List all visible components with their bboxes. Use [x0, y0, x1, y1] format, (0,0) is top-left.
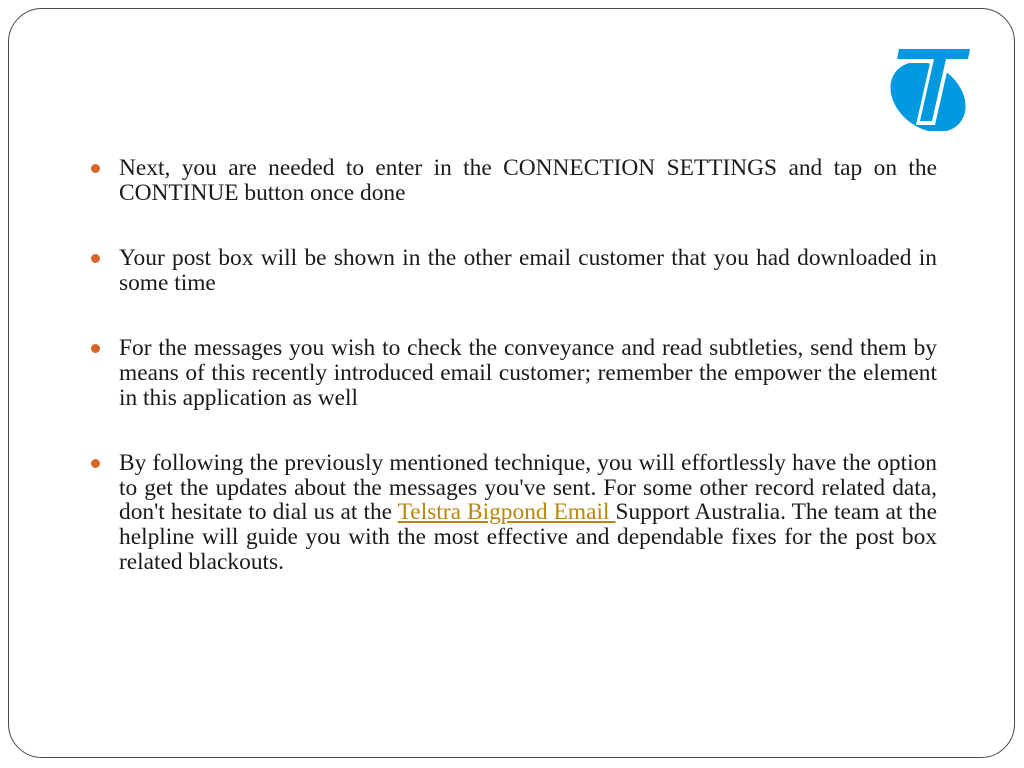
bullet-dot-icon [91, 164, 100, 173]
bullet-item [91, 451, 937, 574]
bullet-text-before-link: By following the previously mentioned technique, you will effortlessly have the option to get the updates about the messages you've sent. For some other record related data, don't hesitate to dial us at the [119, 450, 937, 526]
bullet-dot-icon [91, 459, 100, 468]
bullet-list [91, 156, 937, 574]
bullet-text: Next, you are needed to enter in the CONNECTION SETTINGS and tap on the CONTINUE button once done [119, 155, 937, 206]
bullet-dot-icon [91, 254, 100, 263]
bullet-text: For the messages you wish to check the conveyance and read subtleties, send them by means of this recently introduced email customer; remember the empower the element in this application as well [119, 335, 937, 411]
bullet-item [91, 156, 937, 205]
bullet-item [91, 336, 937, 410]
telstra-bigpond-email-link[interactable]: Telstra Bigpond Email [397, 499, 616, 526]
bullet-dot-icon [91, 344, 100, 353]
bullet-text: Your post box will be shown in the other email customer that you had downloaded in some time [119, 245, 937, 296]
bullet-text-after-link: Support Australia. The team at the helpline will guide you with the most effective and dependable fixes for the post box related blackouts. [119, 499, 937, 575]
bullet-item [91, 246, 937, 295]
slide-frame [8, 8, 1015, 758]
telstra-logo-icon [885, 39, 977, 131]
